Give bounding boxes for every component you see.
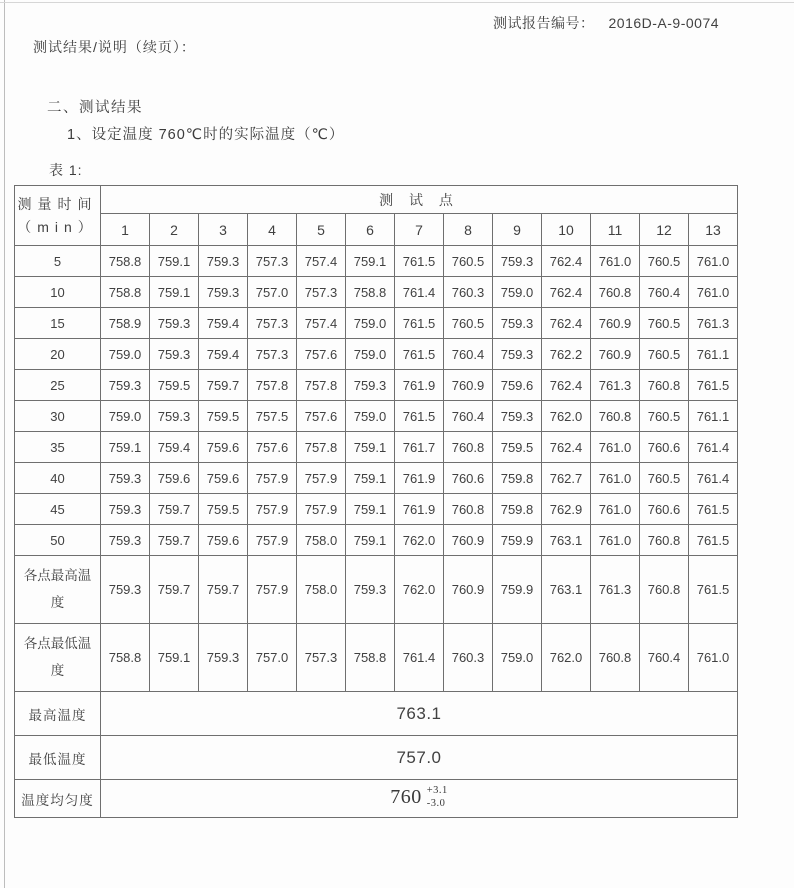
temp-cell: 761.4 xyxy=(689,432,738,463)
uniformity-tolerance xyxy=(427,784,448,810)
stat-label-text: 各点最高温度 xyxy=(23,568,92,610)
temp-cell: 760.8 xyxy=(640,370,689,401)
point-header: 11 xyxy=(591,214,640,246)
point-header: 1 xyxy=(101,214,150,246)
time-cell: 20 xyxy=(15,339,101,370)
temp-cell: 761.4 xyxy=(689,463,738,494)
temp-cell: 757.0 xyxy=(248,277,297,308)
temp-cell: 759.1 xyxy=(150,277,199,308)
point-header: 10 xyxy=(542,214,591,246)
point-header: 12 xyxy=(640,214,689,246)
temp-cell: 760.9 xyxy=(444,556,493,624)
temp-cell: 759.6 xyxy=(199,432,248,463)
time-cell: 10 xyxy=(15,277,101,308)
temp-cell: 759.0 xyxy=(346,308,395,339)
temp-cell: 759.0 xyxy=(101,401,150,432)
temp-cell: 761.5 xyxy=(689,556,738,624)
temp-cell: 759.5 xyxy=(493,432,542,463)
group-header: 测 试 点 xyxy=(101,186,738,214)
temp-cell: 758.0 xyxy=(297,556,346,624)
temp-cell: 761.0 xyxy=(591,525,640,556)
temp-cell: 759.0 xyxy=(101,339,150,370)
temp-cell: 759.0 xyxy=(346,339,395,370)
temp-cell: 759.8 xyxy=(493,463,542,494)
temp-cell: 760.6 xyxy=(444,463,493,494)
temp-cell: 760.8 xyxy=(444,432,493,463)
temp-cell: 757.9 xyxy=(248,556,297,624)
temp-cell: 759.7 xyxy=(150,525,199,556)
temp-cell: 757.8 xyxy=(297,370,346,401)
measurement-row xyxy=(15,308,738,339)
point-header: 5 xyxy=(297,214,346,246)
temp-cell: 757.0 xyxy=(248,624,297,692)
temp-cell: 762.2 xyxy=(542,339,591,370)
temp-cell: 761.0 xyxy=(591,463,640,494)
point-header: 4 xyxy=(248,214,297,246)
temp-cell: 757.6 xyxy=(297,401,346,432)
temp-cell: 762.4 xyxy=(542,277,591,308)
stat-label xyxy=(15,556,101,624)
temp-cell: 759.5 xyxy=(199,494,248,525)
stat-row xyxy=(15,556,738,624)
temp-cell: 760.6 xyxy=(640,432,689,463)
temp-cell: 759.3 xyxy=(101,494,150,525)
temp-cell: 758.8 xyxy=(346,624,395,692)
point-header: 9 xyxy=(493,214,542,246)
measurement-row xyxy=(15,370,738,401)
temp-cell: 760.4 xyxy=(444,401,493,432)
temp-cell: 759.1 xyxy=(150,246,199,277)
temp-cell: 759.3 xyxy=(101,525,150,556)
temp-cell: 759.7 xyxy=(199,556,248,624)
temp-cell: 761.5 xyxy=(395,308,444,339)
temp-cell: 759.1 xyxy=(346,463,395,494)
temp-cell: 757.3 xyxy=(297,277,346,308)
temp-cell: 761.1 xyxy=(689,339,738,370)
temp-cell: 763.1 xyxy=(542,556,591,624)
report-number-label: 测试报告编号： xyxy=(493,15,595,31)
temp-cell: 757.8 xyxy=(297,432,346,463)
temp-cell: 763.1 xyxy=(542,525,591,556)
measurement-row xyxy=(15,525,738,556)
temp-cell: 759.3 xyxy=(493,246,542,277)
temp-cell: 761.7 xyxy=(395,432,444,463)
temp-cell: 760.5 xyxy=(640,246,689,277)
temp-cell: 757.9 xyxy=(248,463,297,494)
temp-cell: 760.9 xyxy=(444,525,493,556)
subsection-title: 1、设定温度 760℃时的实际温度（℃） xyxy=(67,127,345,143)
temp-cell: 759.1 xyxy=(346,525,395,556)
summary-label: 温度均匀度 xyxy=(15,780,101,818)
temp-cell: 760.5 xyxy=(444,308,493,339)
temp-cell: 759.1 xyxy=(346,494,395,525)
time-cell: 35 xyxy=(15,432,101,463)
summary-row xyxy=(15,736,738,780)
temp-cell: 761.5 xyxy=(395,339,444,370)
temp-cell: 762.4 xyxy=(542,370,591,401)
temp-cell: 761.0 xyxy=(591,494,640,525)
temp-cell: 759.3 xyxy=(346,556,395,624)
temp-cell: 759.3 xyxy=(199,624,248,692)
temp-cell: 759.3 xyxy=(101,463,150,494)
temp-cell: 762.4 xyxy=(542,308,591,339)
temp-cell: 761.9 xyxy=(395,494,444,525)
time-cell: 45 xyxy=(15,494,101,525)
temp-cell: 762.0 xyxy=(395,556,444,624)
temp-cell: 759.3 xyxy=(150,308,199,339)
scan-edge-top xyxy=(0,2,794,3)
temp-cell: 759.3 xyxy=(493,401,542,432)
temp-cell: 757.3 xyxy=(248,246,297,277)
temp-cell: 759.9 xyxy=(493,525,542,556)
temp-cell: 757.9 xyxy=(297,463,346,494)
temp-cell: 757.4 xyxy=(297,308,346,339)
tolerance-minus: -3.0 xyxy=(426,798,446,810)
temp-cell: 757.4 xyxy=(297,246,346,277)
temp-cell: 761.5 xyxy=(395,246,444,277)
corner-header-line2: （min） xyxy=(17,218,98,235)
temp-cell: 760.8 xyxy=(640,525,689,556)
temp-cell: 759.3 xyxy=(493,308,542,339)
measurement-row xyxy=(15,494,738,525)
temp-cell: 762.0 xyxy=(542,401,591,432)
temp-cell: 759.1 xyxy=(346,432,395,463)
temp-cell: 760.5 xyxy=(640,308,689,339)
measurement-row xyxy=(15,339,738,370)
summary-label: 最低温度 xyxy=(15,736,101,780)
section-title: 二、测试结果 xyxy=(47,100,143,116)
measurement-row xyxy=(15,401,738,432)
temp-cell: 762.0 xyxy=(395,525,444,556)
continuation-note: 测试结果/说明（续页）： xyxy=(33,39,196,55)
temp-cell: 757.6 xyxy=(248,432,297,463)
temp-cell: 760.8 xyxy=(640,556,689,624)
temp-cell: 759.7 xyxy=(150,494,199,525)
time-cell: 30 xyxy=(15,401,101,432)
temp-cell: 759.4 xyxy=(199,339,248,370)
point-header: 6 xyxy=(346,214,395,246)
temp-cell: 761.3 xyxy=(689,308,738,339)
temp-cell: 759.9 xyxy=(493,556,542,624)
temp-cell: 759.5 xyxy=(150,370,199,401)
temp-cell: 760.5 xyxy=(640,463,689,494)
temp-cell: 759.3 xyxy=(150,339,199,370)
tolerance-plus: +3.1 xyxy=(426,785,448,797)
stat-label-text: 各点最低温度 xyxy=(23,636,92,678)
temp-cell: 759.4 xyxy=(199,308,248,339)
temp-cell: 760.5 xyxy=(444,246,493,277)
point-header-row xyxy=(15,214,738,246)
temp-cell: 758.9 xyxy=(101,308,150,339)
temp-cell: 761.5 xyxy=(689,494,738,525)
temp-cell: 757.3 xyxy=(248,308,297,339)
temp-cell: 758.8 xyxy=(101,277,150,308)
temp-cell: 762.7 xyxy=(542,463,591,494)
temp-cell: 759.1 xyxy=(150,624,199,692)
time-cell: 15 xyxy=(15,308,101,339)
temperature-table xyxy=(14,185,738,818)
temp-cell: 759.6 xyxy=(199,525,248,556)
temp-cell: 759.3 xyxy=(199,277,248,308)
temp-cell: 759.1 xyxy=(101,432,150,463)
time-cell: 50 xyxy=(15,525,101,556)
temp-cell: 761.0 xyxy=(689,624,738,692)
scan-edge-left xyxy=(4,0,5,888)
temp-cell: 759.8 xyxy=(493,494,542,525)
temp-cell: 760.4 xyxy=(640,277,689,308)
table-body xyxy=(15,246,738,818)
summary-value: 757.0 xyxy=(101,736,738,780)
summary-label: 最高温度 xyxy=(15,692,101,736)
time-cell: 5 xyxy=(15,246,101,277)
temp-cell: 760.8 xyxy=(591,624,640,692)
temp-cell: 759.7 xyxy=(199,370,248,401)
temp-cell: 760.8 xyxy=(444,494,493,525)
temp-cell: 759.4 xyxy=(150,432,199,463)
temp-cell: 760.4 xyxy=(640,624,689,692)
temp-cell: 761.1 xyxy=(689,401,738,432)
summary-row xyxy=(15,780,738,818)
temp-cell: 757.3 xyxy=(248,339,297,370)
temp-cell: 761.3 xyxy=(591,556,640,624)
temp-cell: 759.6 xyxy=(150,463,199,494)
temp-cell: 758.0 xyxy=(297,525,346,556)
measurement-row xyxy=(15,463,738,494)
temp-cell: 759.0 xyxy=(493,277,542,308)
summary-row xyxy=(15,692,738,736)
table-head xyxy=(15,186,738,246)
point-header: 8 xyxy=(444,214,493,246)
temp-cell: 760.9 xyxy=(444,370,493,401)
temp-cell: 760.6 xyxy=(640,494,689,525)
temp-cell: 759.3 xyxy=(101,370,150,401)
temp-cell: 760.4 xyxy=(444,339,493,370)
temp-cell: 759.1 xyxy=(346,246,395,277)
temp-cell: 759.3 xyxy=(150,401,199,432)
temp-cell: 761.9 xyxy=(395,370,444,401)
temp-cell: 758.8 xyxy=(346,277,395,308)
temp-cell: 760.8 xyxy=(591,401,640,432)
time-cell: 25 xyxy=(15,370,101,401)
temp-cell: 757.8 xyxy=(248,370,297,401)
temp-cell: 759.3 xyxy=(101,556,150,624)
temp-cell: 761.4 xyxy=(395,624,444,692)
summary-value: 763.1 xyxy=(101,692,738,736)
point-header: 13 xyxy=(689,214,738,246)
measurement-row xyxy=(15,432,738,463)
summary-value xyxy=(101,780,738,818)
report-number-value: 2016D-A-9-0074 xyxy=(608,15,720,31)
temp-cell: 759.0 xyxy=(346,401,395,432)
point-header: 2 xyxy=(150,214,199,246)
temp-cell: 758.8 xyxy=(101,246,150,277)
temp-cell: 761.9 xyxy=(395,463,444,494)
temp-cell: 759.6 xyxy=(493,370,542,401)
temp-cell: 759.3 xyxy=(346,370,395,401)
temp-cell: 757.5 xyxy=(248,401,297,432)
corner-header-line1: 测量时间 xyxy=(17,196,98,213)
temp-cell: 762.0 xyxy=(542,624,591,692)
temp-cell: 761.0 xyxy=(689,277,738,308)
stat-row xyxy=(15,624,738,692)
uniformity-value: 760 xyxy=(390,786,422,809)
temp-cell: 757.9 xyxy=(248,494,297,525)
temp-cell: 761.3 xyxy=(591,370,640,401)
temp-cell: 760.3 xyxy=(444,624,493,692)
temp-cell: 757.9 xyxy=(297,494,346,525)
point-header: 7 xyxy=(395,214,444,246)
temp-cell: 760.8 xyxy=(591,277,640,308)
temp-cell: 759.3 xyxy=(199,246,248,277)
temp-cell: 761.0 xyxy=(591,432,640,463)
temp-cell: 759.6 xyxy=(199,463,248,494)
temp-cell: 761.5 xyxy=(689,525,738,556)
temp-cell: 761.5 xyxy=(689,370,738,401)
group-header-row xyxy=(15,186,738,214)
temp-cell: 762.4 xyxy=(542,432,591,463)
temp-cell: 762.4 xyxy=(542,246,591,277)
temp-cell: 758.8 xyxy=(101,624,150,692)
temp-cell: 759.7 xyxy=(150,556,199,624)
temp-cell: 757.3 xyxy=(297,624,346,692)
temp-cell: 760.9 xyxy=(591,308,640,339)
temp-cell: 761.5 xyxy=(395,401,444,432)
temp-cell: 760.5 xyxy=(640,401,689,432)
stat-label xyxy=(15,624,101,692)
temp-cell: 762.9 xyxy=(542,494,591,525)
report-number-line xyxy=(493,13,719,33)
temp-cell: 757.6 xyxy=(297,339,346,370)
temp-cell: 761.4 xyxy=(395,277,444,308)
temp-cell: 757.9 xyxy=(248,525,297,556)
measurement-row xyxy=(15,246,738,277)
temp-cell: 760.9 xyxy=(591,339,640,370)
temp-cell: 759.3 xyxy=(493,339,542,370)
table-caption: 表 1: xyxy=(49,162,83,178)
corner-header xyxy=(15,186,101,246)
temp-cell: 760.5 xyxy=(640,339,689,370)
temp-cell: 761.0 xyxy=(689,246,738,277)
temp-cell: 759.0 xyxy=(493,624,542,692)
point-header: 3 xyxy=(199,214,248,246)
time-cell: 40 xyxy=(15,463,101,494)
temp-cell: 759.5 xyxy=(199,401,248,432)
temp-cell: 761.0 xyxy=(591,246,640,277)
temp-cell: 760.3 xyxy=(444,277,493,308)
measurement-row xyxy=(15,277,738,308)
